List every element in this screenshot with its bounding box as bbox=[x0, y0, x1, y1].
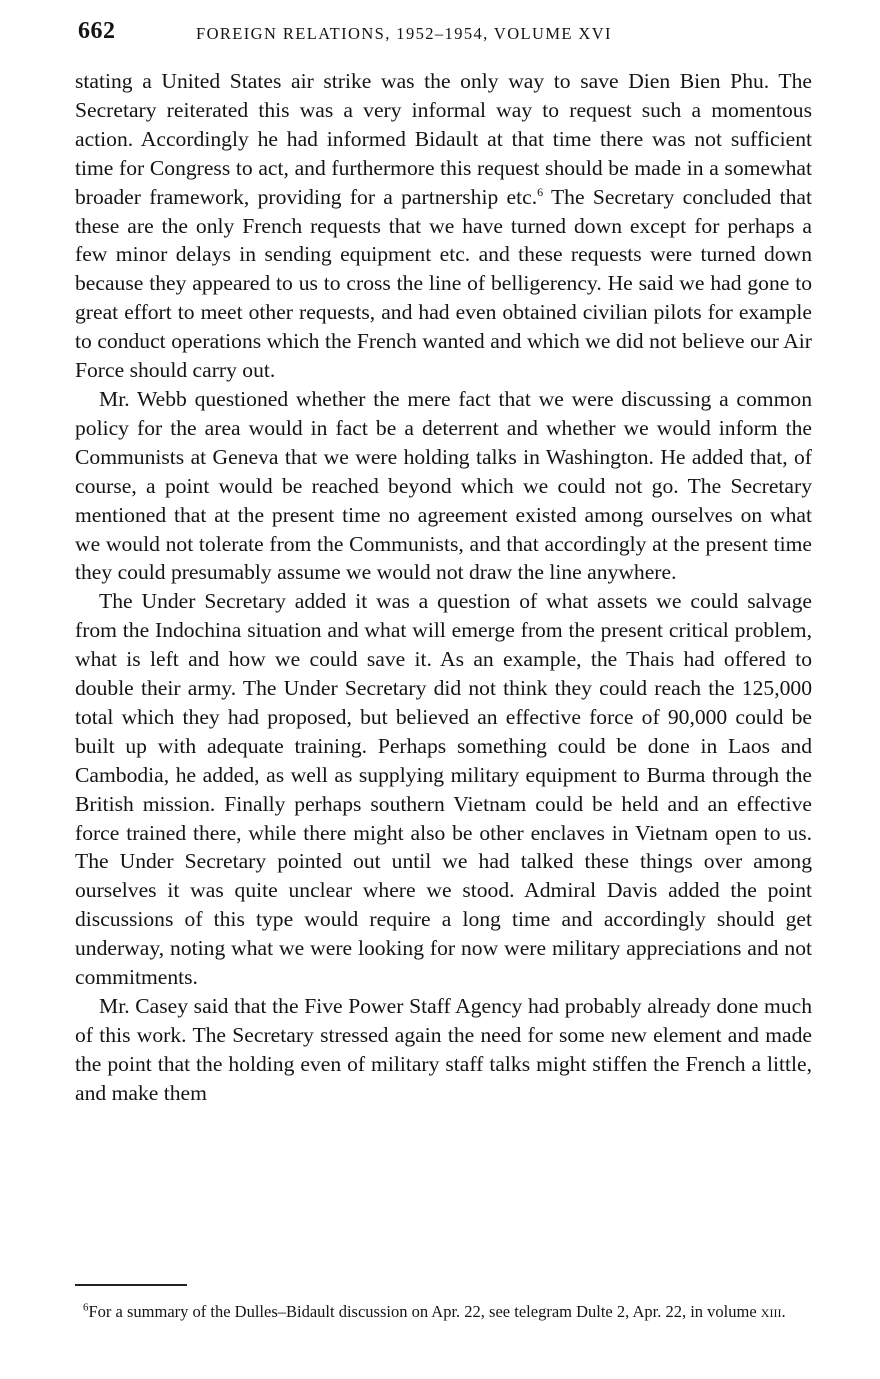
footnote-reference[interactable]: 6 bbox=[537, 184, 544, 199]
footnote-volume: xiii bbox=[760, 1302, 782, 1321]
paragraph-2: Mr. Webb questioned whether the mere fact that we were discussing a common policy for the area would in fact be a deterrent and whether we would inform the Communists at Geneva that we were holding talks in Washington. He added that, of course, a point would be reached beyond which we could not go. The Secretary mentioned that at the present time no agreement existed among ourselves on what we would not tolerate from the Communists, and that accordingly at the present time they could presumably assume we would not draw the line anywhere. bbox=[75, 386, 812, 585]
volume-title: FOREIGN RELATIONS, 1952–1954, VOLUME XVI bbox=[196, 24, 612, 43]
footnote-end: . bbox=[781, 1302, 786, 1321]
footnote-divider bbox=[75, 1284, 187, 1286]
running-header bbox=[78, 18, 818, 48]
footnote bbox=[75, 1302, 810, 1322]
paragraph-4: Mr. Casey said that the Five Power Staff Agency had probably already done much of this work. The Secretary stressed again the need for some new element and made the point that the holding even of military staff talks might stiffen the French a little, and make them bbox=[75, 994, 812, 1105]
body-text bbox=[75, 67, 812, 1108]
paragraph-3: The Under Secretary added it was a question of what assets we could salvage from the Indochina situation and what will emerge from the present critical problem, what is left and how we could save it. As an example, the Thais had offered to double their army. The Under Secretary did not think they could reach the 125,000 total which they had proposed, but believed an effective force of 90,000 could be built up with adequate training. Perhaps something could be done in Laos and Cambodia, he added, as well as supplying military equipment to Burma through the British mission. Finally perhaps southern Vietnam could be held and an effective force trained there, while there might also be other enclaves in Vietnam open to us. The Under Secretary pointed out until we had talked these things over among ourselves it was quite unclear where we stood. Admiral Davis added the point discussions of this type would require a long time and accordingly should get underway, noting what we were looking for now were military appreciations and not commitments. bbox=[75, 589, 812, 990]
page-number: 662 bbox=[78, 18, 116, 44]
footnote-marker: 6 bbox=[83, 1301, 89, 1314]
paragraph-1-part1: stating a United States air strike was the only way to save Dien Bien Phu. The Secretary reiterated this was a very informal way to request such a momentous action. Accordingly he had informed Bidault at that time there was not sufficient time for Congress to act, and furthermore this request should be made in a somewhat broader framework, providing for a partnership etc. bbox=[75, 69, 812, 209]
paragraph-1-part2: The Secretary concluded that these are the only French requests that we have turned down except for perhaps a few minor delays in sending equipment etc. and these requests were turned down because they appeared to us to cross the line of belligerency. He said we had gone to great effort to meet other requests, and had even obtained civilian pilots for example to conduct operations which the French wanted and which we did not believe our Air Force should carry out. bbox=[75, 184, 812, 383]
footnote-text: For a summary of the Dulles–Bidault discussion on Apr. 22, see telegram Dulte 2, Apr. 22, in volume bbox=[88, 1302, 761, 1321]
paragraph-1 bbox=[75, 67, 812, 385]
